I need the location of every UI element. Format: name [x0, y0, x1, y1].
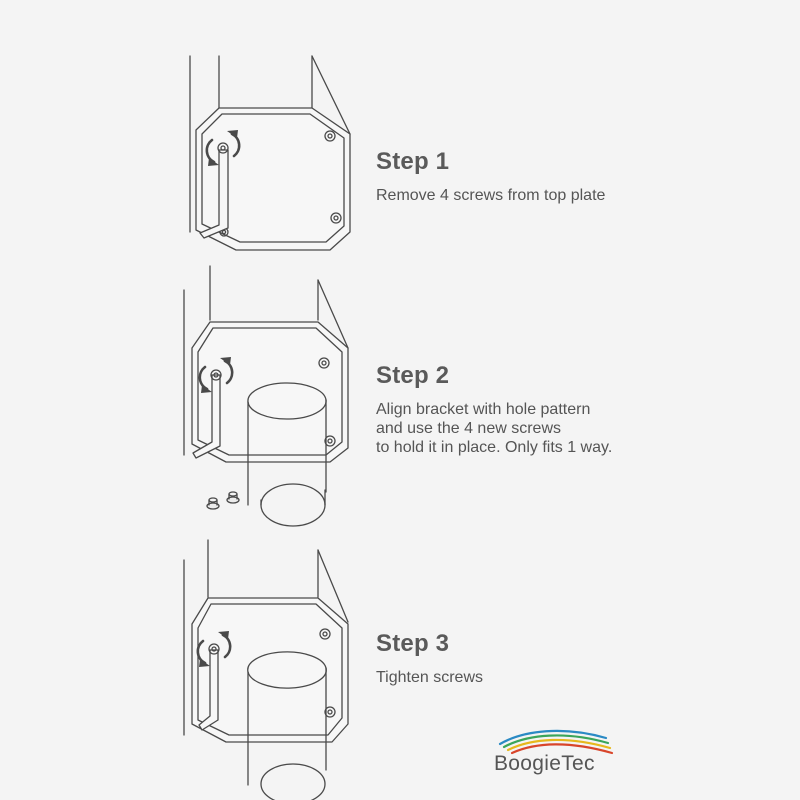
brand-swoosh-icon [494, 722, 614, 756]
step3-post-illustration [184, 540, 348, 800]
step-1-line-1: Remove 4 screws from top plate [376, 187, 606, 204]
step-3-text [376, 668, 483, 687]
step-2-line-3: to hold it in place. Only fits 1 way. [376, 439, 613, 456]
step1-post-illustration [190, 56, 350, 250]
step-1-block [376, 148, 605, 205]
step-3-line-1: Tighten screws [376, 669, 483, 686]
step-1-title: Step 1 [376, 148, 450, 175]
step-2-block [376, 362, 612, 457]
step-2-title: Step 2 [376, 362, 450, 389]
step-2-line-2: and use the 4 new screws [376, 420, 561, 437]
step2-post-illustration [184, 266, 348, 526]
brand-logo [494, 722, 614, 775]
step-2-line-1: Align bracket with hole pattern [376, 401, 591, 418]
step-1-text [376, 186, 605, 205]
step-3-title: Step 3 [376, 630, 450, 657]
step-3-block [376, 630, 483, 687]
step-2-text [376, 400, 612, 457]
brand-name: BoogieTec [494, 752, 595, 775]
